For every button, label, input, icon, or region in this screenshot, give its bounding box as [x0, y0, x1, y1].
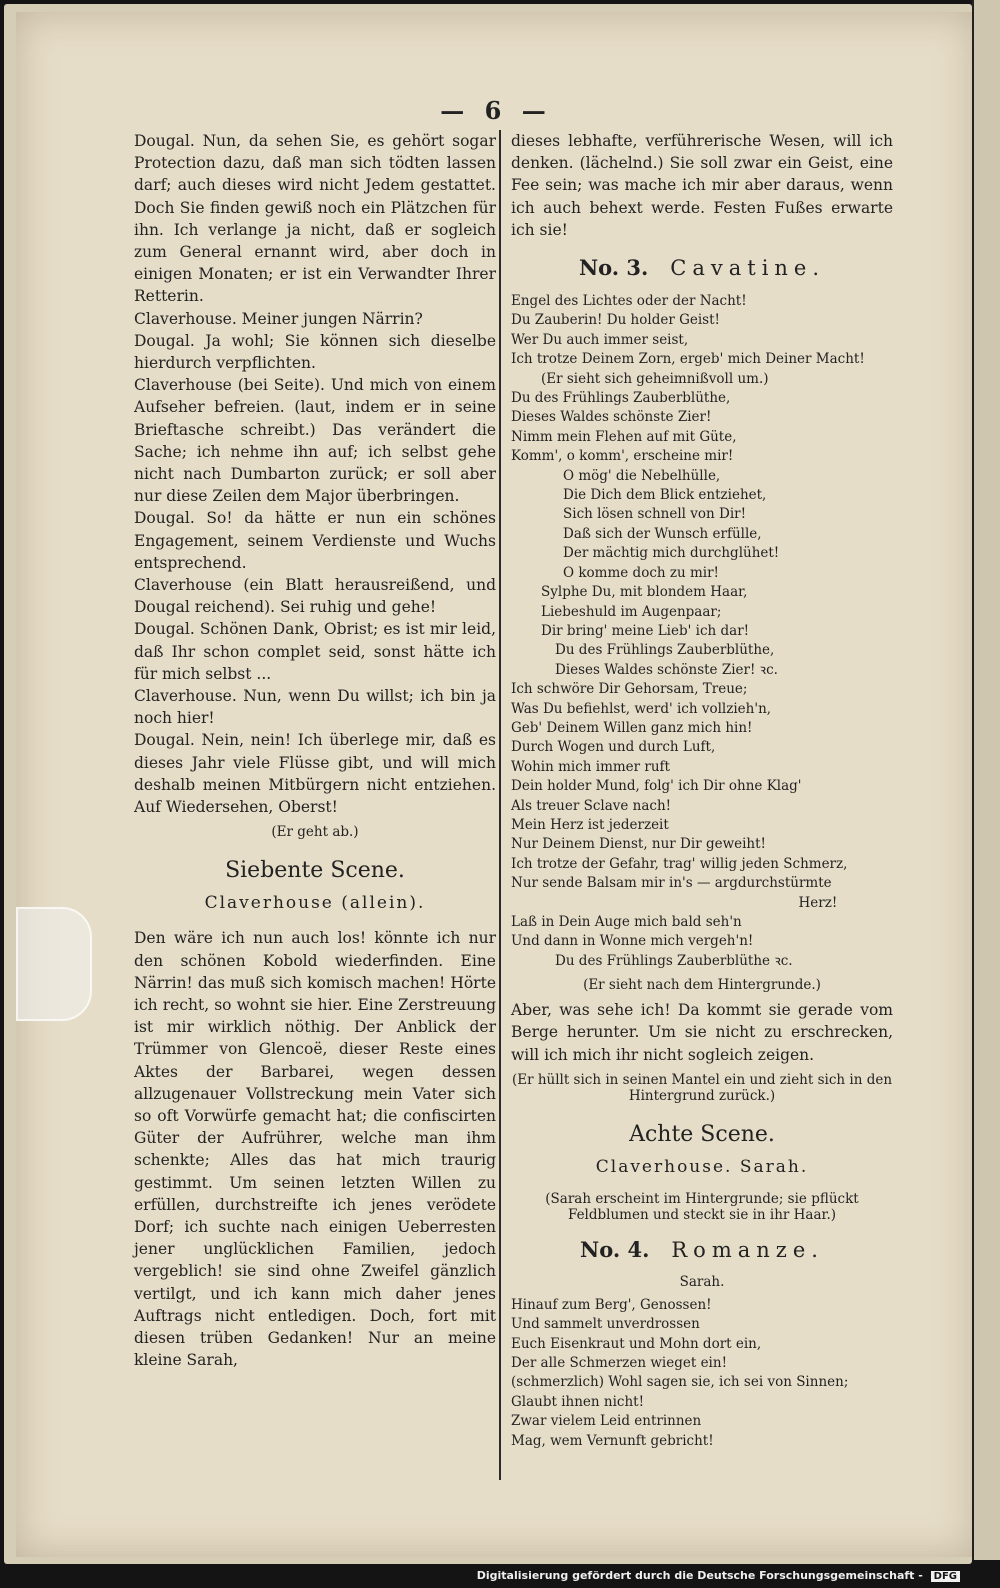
- verse-line: (Er sieht sich geheimnißvoll um.): [541, 370, 769, 387]
- verse-line: O mög' die Nebelhülle,: [563, 467, 721, 484]
- right-column: [511, 130, 893, 1451]
- number-title: Cavatine.: [670, 256, 826, 281]
- verse-line: Nur sende Balsam mir in's — argdurchstürmte: [511, 875, 832, 892]
- verse-line: Komm', o komm', erscheine mir!: [511, 448, 734, 465]
- verse-block: [511, 1296, 893, 1451]
- footer-text: Digitalisierung gefördert durch die Deutsche Forschungsgemeinschaft -: [476, 1569, 923, 1582]
- number-title: Romanze.: [671, 1237, 824, 1262]
- number-heading: [511, 255, 893, 280]
- verse-line: Daß sich der Wunsch erfülle,: [563, 525, 762, 542]
- verse-block: [511, 292, 893, 971]
- verse-line: Sylphe Du, mit blondem Haar,: [541, 584, 748, 601]
- scene-heading: Siebente Scene.: [225, 858, 405, 884]
- number-label: No. 4.: [580, 1236, 650, 1262]
- verse-line: Mein Herz ist jederzeit: [511, 816, 669, 833]
- verse-line: Nur Deinem Dienst, nur Dir geweiht!: [511, 836, 766, 853]
- verse-line: Euch Eisenkraut und Mohn dort ein,: [511, 1335, 762, 1352]
- dialogue-paragraph: Claverhouse (bei Seite). Und mich von einem Aufseher befreien. (laut, indem er in seine Brieftasche schreibt.) Das verändert die Sache; ich nehme ihn auf; ich selbst gehe nicht nach Dumbarton zurück; er soll aber nur diese Zeilen dem Major überbringen.: [134, 376, 496, 506]
- verse-line: Ich schwöre Dir Gehorsam, Treue;: [511, 681, 748, 698]
- next-page-edge: [972, 0, 1000, 1560]
- verse-line: Der alle Schmerzen wieget ein!: [511, 1355, 727, 1372]
- dialogue-paragraph: Dougal. So! da hätte er nun ein schönes Engagement, seinem Verdienste und Wuchs entsprechend.: [134, 509, 496, 572]
- verse-line: Die Dich dem Blick entziehet,: [563, 487, 767, 504]
- verse-line: Ich trotze Deinem Zorn, ergeb' mich Deiner Macht!: [511, 351, 865, 368]
- verse-line: Und sammelt unverdrossen: [511, 1316, 700, 1333]
- dialogue-paragraph: Claverhouse. Meiner jungen Närrin?: [134, 309, 423, 328]
- verse-line: Dir bring' meine Lieb' ich dar!: [541, 622, 750, 639]
- verse-line: Engel des Lichtes oder der Nacht!: [511, 293, 747, 310]
- dialogue-paragraph: Claverhouse. Nun, wenn Du willst; ich bin ja noch hier!: [134, 687, 496, 728]
- monologue-paragraph: Den wäre ich nun auch los! könnte ich nur den schönen Kobold wiederfinden. Eine Närrin! das muß sich komisch machen! Hörte ich recht, so wohnt sie hier. Eine Zerstreuung ist mir wirklich nöthig. Der Anblick der Trümmer von Glencoë, dieser Reste eines Aktes der Barbarei, wegen dessen allzugenauer Vollstreckung mein Vater sich so oft Vorwürfe gemacht hat; die confiscirten Güter der Aufrührer, welche man ihm schenkte; Alles das hat mich traurig gestimmt. Um seinen letzten Willen zu erfüllen, durchstreifte ich jenes verödete Dorf; ich suchte nach einigen Ueberresten jener unglücklichen Familien, jedoch vergeblich! sie sind ohne Zweifel gänzlich vertilgt, und ich kann mich daher jenes Auftrags nicht entledigen. Doch, fort mit diesen trüben Gedanken! Nur an meine kleine Sarah,: [134, 929, 496, 1370]
- verse-line: Dein holder Mund, folg' ich Dir ohne Klag': [511, 778, 802, 795]
- dialogue-paragraph: Dougal. Nun, da sehen Sie, es gehört sogar Protection dazu, daß man sich tödten lassen darf; auch dieses wird nicht Jedem gestattet. Doch Sie finden gewiß noch ein Plätzchen für ihn. Ich verlange ja nicht, daß er sogleich zum General ernannt wird, aber doch in einigen Monaten; er ist ein Verwandter Ihrer Retterin.: [134, 132, 496, 306]
- scene-characters: Claverhouse (allein).: [204, 893, 426, 914]
- verse-line: Ich trotze der Gefahr, trag' willig jeden Schmerz,: [511, 855, 848, 872]
- stage-direction: (Sarah erscheint im Hintergrunde; sie pflückt Feldblumen und steckt sie in ihr Haar.): [545, 1190, 859, 1223]
- verse-line: O komme doch zu mir!: [563, 564, 719, 581]
- verse-line: Glaubt ihnen nicht!: [511, 1393, 645, 1410]
- left-column: [134, 130, 496, 1371]
- verse-line: Und dann in Wonne mich vergeh'n!: [511, 933, 754, 950]
- verse-line: Der mächtig mich durchglühet!: [563, 545, 780, 562]
- verse-line: Zwar vielem Leid entrinnen: [511, 1413, 702, 1430]
- verse-line: Liebeshuld im Augenpaar;: [541, 603, 722, 620]
- scene-heading: Achte Scene.: [629, 1121, 775, 1147]
- stage-direction: (Er hüllt sich in seinen Mantel ein und zieht sich in den Hintergrund zurück.): [511, 1071, 893, 1104]
- page-tab-marker: [16, 907, 92, 1021]
- verse-line: Wohin mich immer ruft: [511, 758, 670, 775]
- verse-line: Herz!: [511, 894, 838, 911]
- verse-line: Nimm mein Flehen auf mit Güte,: [511, 428, 737, 445]
- stage-direction: (Er geht ab.): [271, 824, 359, 841]
- dialogue-paragraph: Dougal. Ja wohl; Sie können sich dieselbe hierdurch verpflichten.: [134, 331, 496, 373]
- number-label: No. 3.: [578, 255, 649, 281]
- stage-direction: (Er sieht nach dem Hintergrunde.): [583, 977, 821, 994]
- verse-line: Dieses Waldes schönste Zier!: [511, 409, 712, 426]
- dialogue-paragraph: Aber, was sehe ich! Da kommt sie gerade vom Berge herunter. Um sie nicht zu erschrecken, will ich mich ihr nicht sogleich zeigen.: [511, 1001, 893, 1064]
- verse-line: Mag, wem Vernunft gebricht!: [511, 1432, 714, 1449]
- footer-credit: [0, 1569, 1000, 1582]
- document-page: [16, 12, 976, 1557]
- dfg-logo: DFG: [931, 1571, 960, 1582]
- verse-line: Dieses Waldes schönste Zier! ꝛc.: [555, 661, 778, 678]
- verse-line: (schmerzlich) Wohl sagen sie, ich sei von Sinnen;: [511, 1374, 849, 1391]
- number-heading: [511, 1237, 893, 1262]
- verse-line: Wer Du auch immer seist,: [511, 331, 689, 348]
- singer-name: Sarah.: [679, 1273, 725, 1290]
- verse-line: Hinauf zum Berg', Genossen!: [511, 1296, 712, 1313]
- scene-characters: Claverhouse. Sarah.: [595, 1156, 809, 1177]
- dialogue-paragraph: dieses lebhafte, verführerische Wesen, will ich denken. (lächelnd.) Sie soll zwar ein Geist, eine Fee sein; was mache ich mir aber daraus, wenn ich auch behext werde. Festen Fußes erwarte ich sie!: [511, 132, 893, 239]
- verse-line: Durch Wogen und durch Luft,: [511, 739, 716, 756]
- verse-line: Geb' Deinem Willen ganz mich hin!: [511, 719, 753, 736]
- dialogue-paragraph: Dougal. Nein, nein! Ich überlege mir, daß es dieses Jahr viele Flüsse gibt, und will mich deshalb meinen Mitbürgern nicht entziehen. Auf Wiedersehen, Oberst!: [134, 731, 496, 817]
- verse-line: Als treuer Sclave nach!: [511, 797, 672, 814]
- dialogue-paragraph: Dougal. Schönen Dank, Obrist; es ist mir leid, daß Ihr schon complet seid, sonst hätte ich für mich selbst ...: [134, 620, 496, 683]
- dialogue-paragraph: Claverhouse (ein Blatt herausreißend, und Dougal reichend). Sei ruhig und gehe!: [134, 576, 496, 617]
- verse-line: Sich lösen schnell von Dir!: [563, 506, 747, 523]
- verse-line: Du Zauberin! Du holder Geist!: [511, 312, 720, 329]
- verse-line: Du des Frühlings Zauberblüthe,: [511, 390, 731, 407]
- page-number: — 6 —: [440, 96, 552, 125]
- verse-line: Laß in Dein Auge mich bald seh'n: [511, 914, 742, 931]
- verse-line: Was Du befiehlst, werd' ich vollzieh'n,: [511, 700, 772, 717]
- verse-line: Du des Frühlings Zauberblüthe,: [555, 642, 775, 659]
- verse-line: Du des Frühlings Zauberblüthe ꝛc.: [555, 952, 793, 969]
- column-divider: [499, 130, 501, 1480]
